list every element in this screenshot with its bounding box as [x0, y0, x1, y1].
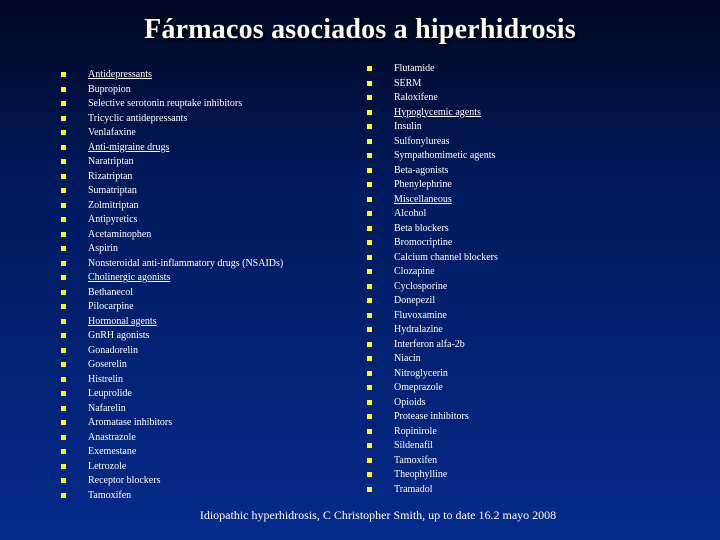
square-bullet-icon	[61, 87, 66, 92]
list-item-text: Bupropion	[88, 83, 131, 95]
square-bullet-icon	[367, 240, 372, 245]
list-item-text: Aromatase inhibitors	[88, 417, 173, 428]
list-item	[60, 228, 283, 243]
square-bullet-icon	[61, 304, 66, 309]
list-item-text: Tamoxifen	[394, 454, 438, 466]
square-bullet-icon	[61, 391, 66, 396]
list-item-text: Niacin	[394, 353, 421, 364]
list-item-text: Selective serotonin reuptake inhibitors	[88, 98, 243, 109]
list-item	[366, 120, 498, 135]
square-bullet-icon	[367, 414, 372, 419]
list-item-text: Histrelin	[88, 373, 123, 385]
square-bullet-icon	[367, 284, 372, 289]
list-item-text: Receptor blockers	[88, 475, 161, 486]
square-bullet-icon	[61, 275, 66, 280]
list-item-text: Beta-agonists	[394, 164, 449, 176]
list-item-text: Donepezil	[394, 295, 436, 306]
list-item	[60, 460, 283, 475]
list-item	[366, 381, 498, 396]
list-item-text: Nonsteroidal anti-inflammatory drugs (NSAIDs)	[88, 257, 284, 269]
slide-title: Fármacos asociados a hiperhidrosis	[144, 14, 576, 45]
list-item-text: Theophylline	[394, 469, 448, 480]
list-item-text: Sumatriptan	[88, 185, 137, 196]
square-bullet-icon	[61, 435, 66, 440]
list-category-heading	[60, 315, 283, 330]
list-item-text: Zolmitriptan	[88, 199, 139, 211]
square-bullet-icon	[61, 319, 66, 324]
square-bullet-icon	[61, 116, 66, 121]
square-bullet-icon	[367, 226, 372, 231]
square-bullet-icon	[367, 298, 372, 303]
list-item	[366, 294, 498, 309]
list-item-text: Beta blockers	[394, 222, 449, 234]
list-item-text: Interferon alfa-2b	[394, 338, 465, 350]
list-item-text: Ropinirole	[394, 425, 437, 437]
square-bullet-icon	[367, 110, 372, 115]
list-item	[366, 207, 498, 222]
square-bullet-icon	[367, 95, 372, 100]
square-bullet-icon	[367, 269, 372, 274]
list-item	[366, 425, 498, 440]
list-item-text: Bromocriptine	[394, 237, 453, 248]
list-category-heading	[366, 106, 498, 121]
list-item	[366, 91, 498, 106]
list-item	[60, 242, 283, 257]
list-item-text: Nitroglycerin	[394, 367, 448, 379]
square-bullet-icon	[61, 290, 66, 295]
list-item	[60, 286, 283, 301]
square-bullet-icon	[367, 313, 372, 318]
list-item-text: Cyclosporine	[394, 280, 448, 292]
list-item	[60, 199, 283, 214]
square-bullet-icon	[61, 478, 66, 483]
square-bullet-icon	[61, 493, 66, 498]
list-item-text: Gonadorelin	[88, 344, 138, 356]
list-item-text: Naratriptan	[88, 156, 134, 167]
list-item-text: Tricyclic antidepressants	[88, 112, 188, 124]
list-item	[60, 126, 283, 141]
list-item	[366, 439, 498, 454]
square-bullet-icon	[367, 66, 372, 71]
square-bullet-icon	[367, 400, 372, 405]
list-item	[60, 431, 283, 446]
list-item	[60, 489, 283, 504]
list-item	[366, 323, 498, 338]
list-item	[60, 155, 283, 170]
list-item	[366, 280, 498, 295]
list-item-text: Pilocarpine	[88, 301, 134, 312]
list-item-text: Antidepressants	[88, 69, 152, 80]
list-item	[366, 265, 498, 280]
square-bullet-icon	[367, 487, 372, 492]
list-item-text: Clozapine	[394, 266, 435, 277]
square-bullet-icon	[61, 333, 66, 338]
square-bullet-icon	[61, 217, 66, 222]
list-item	[60, 329, 283, 344]
square-bullet-icon	[367, 371, 372, 376]
list-item-text: Raloxifene	[394, 92, 438, 103]
list-item	[366, 309, 498, 324]
square-bullet-icon	[367, 342, 372, 347]
list-item-text: Hydralazine	[394, 324, 443, 335]
list-item	[366, 178, 498, 193]
list-item-text: Anti-migraine drugs	[88, 141, 170, 153]
square-bullet-icon	[367, 458, 372, 463]
list-item-text: Venlafaxine	[88, 127, 136, 138]
list-item-text: Tamoxifen	[88, 489, 132, 501]
left-drug-list	[60, 68, 283, 503]
square-bullet-icon	[61, 406, 66, 411]
square-bullet-icon	[367, 139, 372, 144]
list-item-text: Hormonal agents	[88, 315, 157, 327]
square-bullet-icon	[61, 348, 66, 353]
list-item	[60, 112, 283, 127]
list-item-text: Sympathomimetic agents	[394, 150, 496, 161]
list-category-heading	[60, 141, 283, 156]
list-item-text: Nafarelin	[88, 402, 126, 414]
list-category-heading	[366, 193, 498, 208]
list-item	[366, 468, 498, 483]
list-item-text: Fluvoxamine	[394, 309, 447, 321]
list-item	[366, 164, 498, 179]
square-bullet-icon	[367, 443, 372, 448]
list-item	[366, 352, 498, 367]
list-item	[60, 257, 283, 272]
list-item	[60, 373, 283, 388]
square-bullet-icon	[367, 81, 372, 86]
list-item-text: Hypoglycemic agents	[394, 106, 481, 118]
square-bullet-icon	[61, 72, 66, 77]
right-drug-list	[366, 62, 498, 497]
square-bullet-icon	[367, 255, 372, 260]
square-bullet-icon	[61, 159, 66, 164]
list-item	[366, 62, 498, 77]
square-bullet-icon	[367, 356, 372, 361]
square-bullet-icon	[367, 472, 372, 477]
square-bullet-icon	[367, 197, 372, 202]
list-item	[60, 184, 283, 199]
list-item	[366, 396, 498, 411]
square-bullet-icon	[61, 449, 66, 454]
list-item	[366, 222, 498, 237]
list-item-text: SERM	[394, 77, 422, 89]
list-item	[366, 367, 498, 382]
list-item-text: Miscellaneous	[394, 193, 452, 205]
list-item-text: Sulfonylureas	[394, 135, 450, 147]
list-item-text: Insulin	[394, 121, 422, 132]
list-item-text: Omeprazole	[394, 382, 443, 393]
list-item	[60, 445, 283, 460]
square-bullet-icon	[367, 153, 372, 158]
list-item-text: Alcohol	[394, 208, 427, 219]
list-item	[60, 344, 283, 359]
square-bullet-icon	[61, 203, 66, 208]
list-item-text: Flutamide	[394, 63, 435, 74]
list-item	[366, 483, 498, 498]
square-bullet-icon	[61, 362, 66, 367]
list-item	[366, 454, 498, 469]
square-bullet-icon	[367, 385, 372, 390]
square-bullet-icon	[367, 429, 372, 434]
list-item-text: Opioids	[394, 396, 426, 408]
list-item	[60, 416, 283, 431]
list-item-text: Acetaminophen	[88, 228, 152, 240]
list-item	[60, 83, 283, 98]
square-bullet-icon	[61, 377, 66, 382]
list-item	[366, 338, 498, 353]
list-item	[60, 358, 283, 373]
list-item-text: Cholinergic agonists	[88, 272, 171, 283]
list-category-heading	[60, 271, 283, 286]
square-bullet-icon	[61, 188, 66, 193]
list-item	[366, 236, 498, 251]
list-item	[60, 170, 283, 185]
list-item-text: Goserelin	[88, 359, 127, 370]
square-bullet-icon	[61, 174, 66, 179]
list-item-text: Aspirin	[88, 243, 118, 254]
list-item	[366, 149, 498, 164]
square-bullet-icon	[367, 211, 372, 216]
list-item	[366, 410, 498, 425]
square-bullet-icon	[367, 182, 372, 187]
list-item	[60, 402, 283, 417]
square-bullet-icon	[61, 130, 66, 135]
list-item-text: Phenylephrine	[394, 179, 452, 190]
list-item	[60, 97, 283, 112]
list-item-text: Bethanecol	[88, 286, 133, 298]
square-bullet-icon	[61, 420, 66, 425]
list-item-text: Anastrazole	[88, 431, 136, 443]
square-bullet-icon	[367, 124, 372, 129]
square-bullet-icon	[61, 232, 66, 237]
list-item	[60, 387, 283, 402]
square-bullet-icon	[367, 327, 372, 332]
list-item-text: Antipyretics	[88, 214, 138, 225]
slide-footer-citation: Idiopathic hyperhidrosis, C Christopher Smith, up to date 16.2 mayo 2008	[199, 508, 557, 522]
square-bullet-icon	[61, 246, 66, 251]
square-bullet-icon	[367, 168, 372, 173]
list-item	[366, 251, 498, 266]
list-item	[60, 474, 283, 489]
list-item	[366, 77, 498, 92]
list-item-text: Sildenafil	[394, 440, 433, 451]
list-item-text: Calcium channel blockers	[394, 251, 498, 263]
square-bullet-icon	[61, 145, 66, 150]
list-item-text: GnRH agonists	[88, 330, 150, 341]
list-item-text: Protease inhibitors	[394, 411, 469, 422]
list-item	[60, 213, 283, 228]
list-item	[60, 300, 283, 315]
list-item-text: Rizatriptan	[88, 170, 133, 182]
list-item-text: Letrozole	[88, 460, 127, 472]
square-bullet-icon	[61, 261, 66, 266]
list-item-text: Exemestane	[88, 446, 137, 457]
list-item-text: Leuprolide	[88, 388, 132, 399]
list-item-text: Tramadol	[394, 483, 433, 495]
list-category-heading	[60, 68, 283, 83]
list-item	[366, 135, 498, 150]
square-bullet-icon	[61, 101, 66, 106]
square-bullet-icon	[61, 464, 66, 469]
